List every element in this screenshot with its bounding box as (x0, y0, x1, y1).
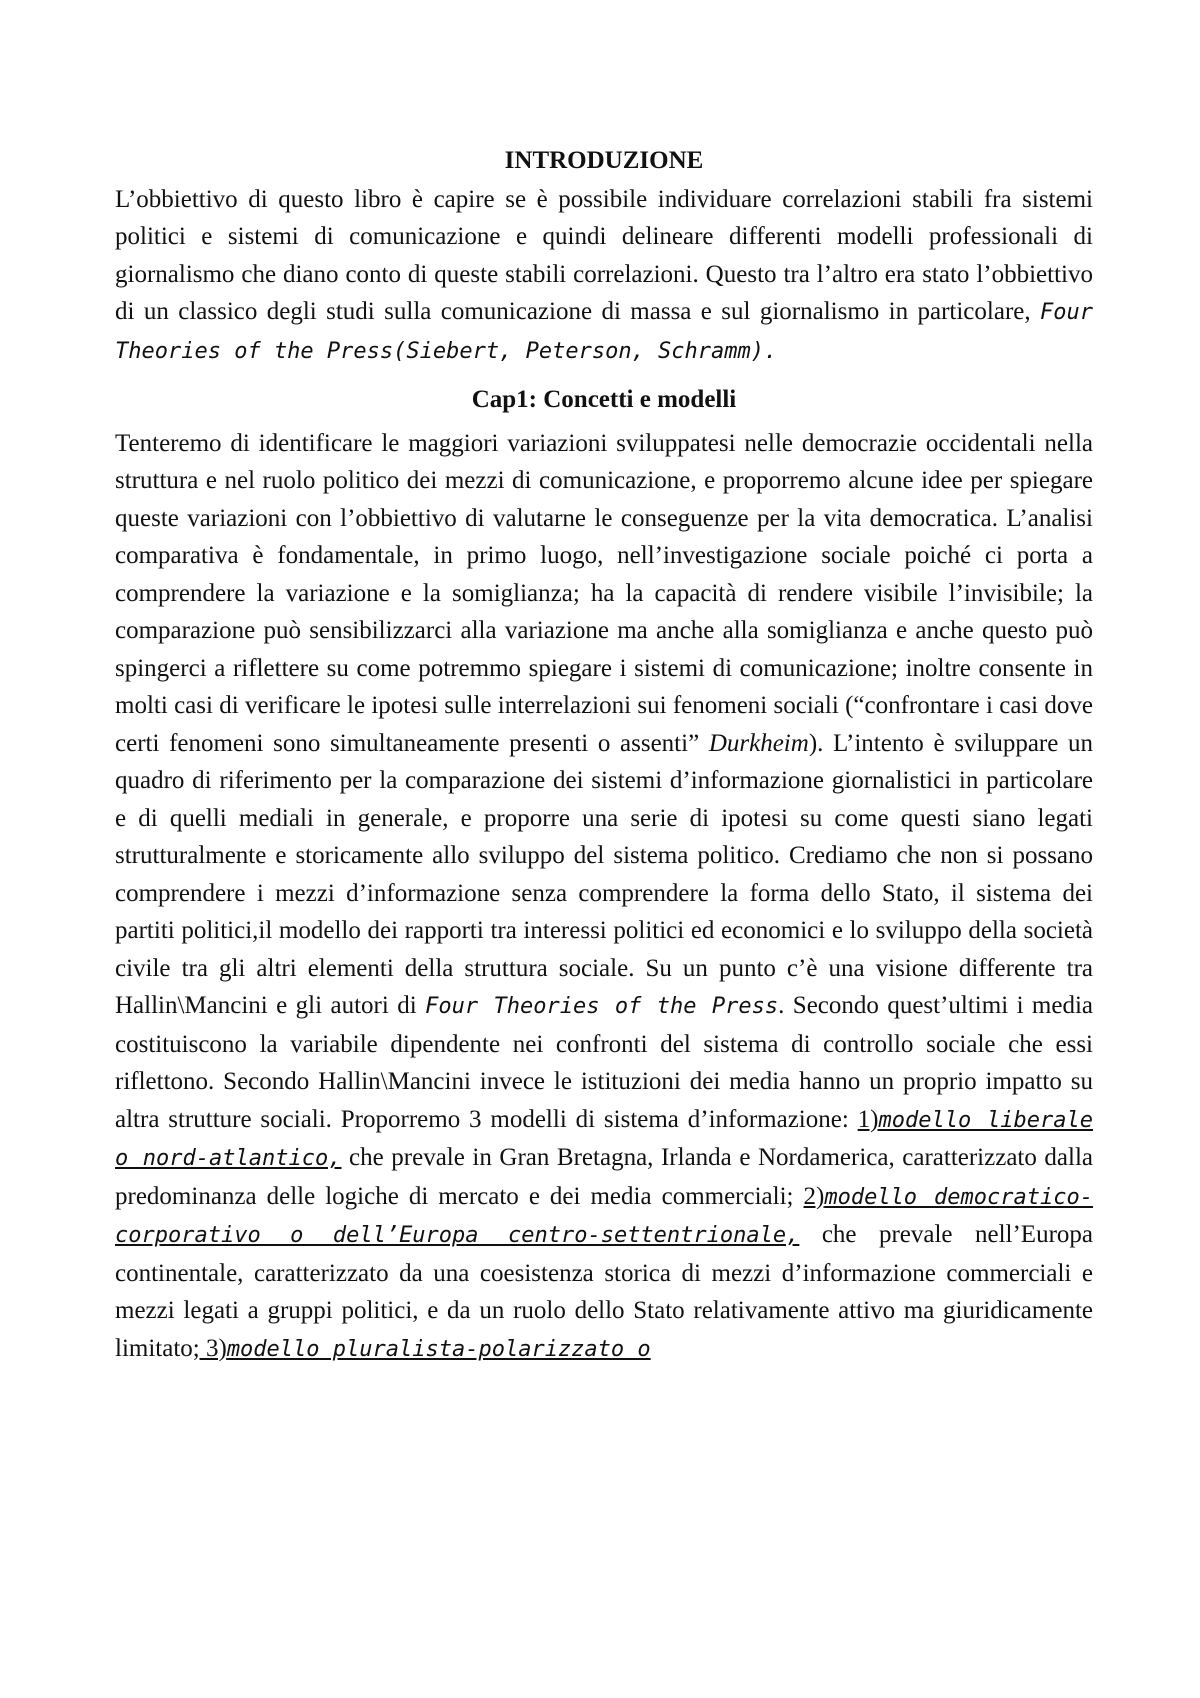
book-reference: Four Theories of the Press(Siebert, Peterson, Schramm). (115, 300, 1093, 364)
body-text-5: che prevale nell’Europa continentale, caratterizzato da una coesistenza storica di mezzi d’informazione commerciali e mezzi legati a gruppi politici, e da un ruolo dello Stato relativamente attivo ma giuridicamente limitato (115, 1221, 1093, 1362)
section-title: Cap1: Concetti e modelli (471, 386, 737, 413)
model-1-number: 1) (857, 1105, 879, 1133)
body-text-3: . Secondo quest’ultimi i media costituiscono la variabile dipendente nei confronti del sistema di controllo sociale che essi riflettono. Secondo Hallin\Mancini invece le istituzioni dei media hanno un proprio impatto su altra strutture sociali. Proporremo 3 modelli di sistema d’informazione: (115, 992, 1094, 1133)
body-text-2: ). L’intento è sviluppare un quadro di riferimento per la comparazione dei sistemi d’informazione giornalistici in particolare e di quelli mediali in generale, e proporre una serie di ipotesi su come questi siano legati strutturalmente e storicamente allo sviluppo del sistema politico. Crediamo che non si possano comprendere i mezzi d’informazione senza comprendere la forma dello Stato, il sistema dei partiti politici,il modello dei rapporti tra interessi politici ed economici e lo sviluppo della società civile tra gli altri elementi della struttura sociale. Su un punto c’è una visione differente tra Hallin\Mancini e gli autori di (115, 729, 1093, 1019)
model-3-name: modello pluralista-polarizzato o (226, 1336, 651, 1362)
model-1-name: modello liberale o nord-atlantico, (115, 1107, 1094, 1171)
body-text-1: Tenteremo di identificare le maggiori variazioni sviluppatesi nelle democrazie occidentali nella struttura e nel ruolo politico dei mezzi di comunicazione, e proporremo alcune idee per spiegare queste variazioni con l’obbiettivo di valutarne le conseguenze per la vita democratica. L’analisi comparativa è fondamentale, in primo luogo, nell’investigazione sociale poiché ci porta a comprendere la variazione e la somiglianza; ha la capacità di rendere visibile l’invisibile; la comparazione può sensibilizzarci alla variazione ma anche alla somiglianza e anche questo può spingerci a riflettere su come potremmo spiegare i sistemi di comunicazione; inoltre consente in molti casi di verificare le ipotesi sulle interrelazioni sui fenomeni sociali (“confrontare i casi dove certi fenomeni sono simultaneamente presenti o assenti” (115, 429, 1093, 757)
intro-paragraph (115, 181, 1093, 371)
durkheim-citation: Durkheim (708, 729, 809, 757)
page-title: INTRODUZIONE (504, 147, 704, 174)
model-2-name: modello democratico-corporativo o dell’Europa centro-settentrionale, (115, 1184, 1093, 1248)
model-3-number: ; 3) (192, 1334, 227, 1362)
body-text-4: che prevale in Gran Bretagna, Irlanda e Nordamerica, caratterizzato dalla predominanza delle logiche di mercato e dei media commerciali; (115, 1144, 1094, 1210)
intro-text: L’obbiettivo di questo libro è capire se è possibile individuare correlazioni stabili fra sistemi politici e sistemi di comunicazione e quindi delineare differenti modelli professionali di giornalismo che diano conto di queste stabili correlazioni. Questo tra l’altro era stato l’obbiettivo di un classico degli studi sulla comunicazione di massa e sul giornalismo in particolare, (115, 185, 1093, 325)
four-theories-reference: Four Theories of the Press (425, 994, 779, 1019)
model-2-number: 2) (803, 1182, 825, 1210)
body-paragraph (115, 425, 1093, 1369)
